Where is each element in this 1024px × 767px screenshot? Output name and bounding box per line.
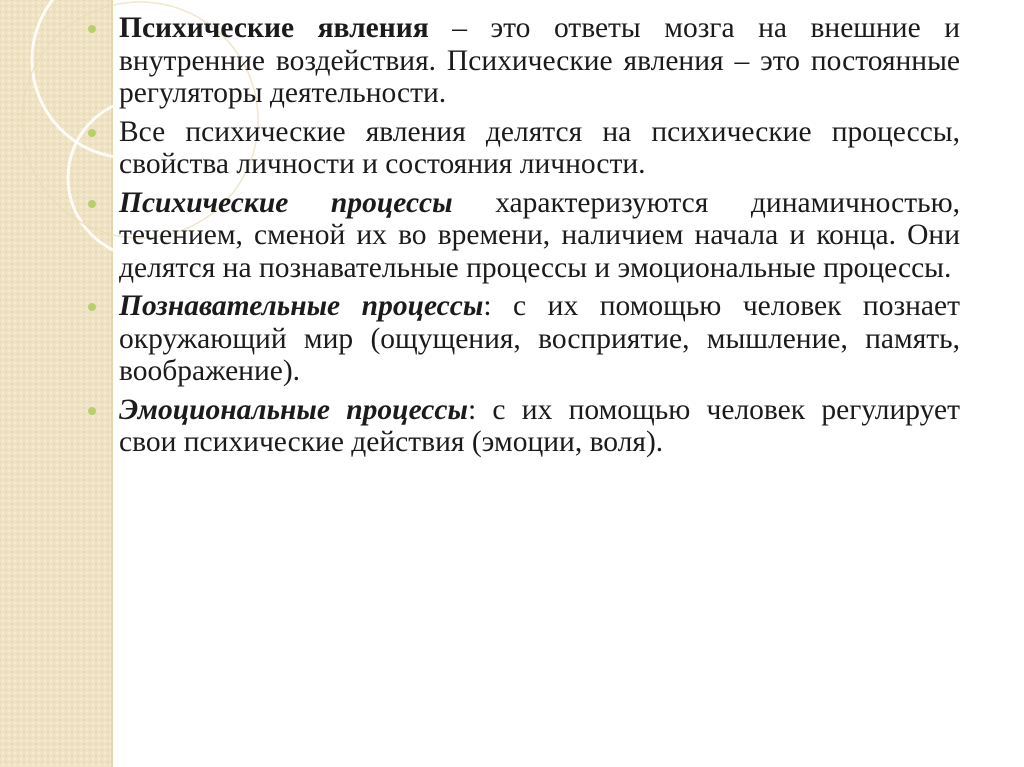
bullet-item: [88, 187, 960, 285]
bullet-item: [88, 290, 960, 388]
bullet-lead-term: Психические явления: [119, 12, 429, 44]
bullet-text: Все психические явления делятся на психические процессы, свойства личности и состояния личности.: [119, 115, 960, 180]
bullet-text: : с их помощью человек познает окружающий мир (ощущения, восприятие, мышление, память, воображение).: [119, 290, 960, 387]
bullet-dot-icon: [88, 407, 96, 415]
bullet-list: [88, 12, 960, 465]
bullet-lead-term: Психические процессы: [119, 186, 453, 219]
bullet-item: [88, 394, 960, 459]
bullet-item: [88, 12, 960, 110]
bullet-text: – это ответы мозга на внешние и внутренние воздействия. Психические явления – это постоянные регуляторы деятельности.: [119, 12, 960, 109]
bullet-lead-term: Познавательные процессы: [119, 290, 484, 322]
bullet-text: характеризуются динамичностью, течением, сменой их во времени, наличием начала и конца. Они делятся на познавательные процессы и эмоциональные процессы.: [119, 186, 960, 284]
bullet-dot-icon: [88, 200, 96, 208]
bullet-dot-icon: [88, 129, 96, 137]
bullet-dot-icon: [88, 25, 96, 33]
bullet-dot-icon: [88, 303, 96, 311]
bullet-item: [88, 116, 960, 181]
bullet-text: : с их помощью человек регулирует свои психические действия (эмоции, воля).: [119, 393, 960, 458]
bullet-lead-term: Эмоциональные процессы: [119, 393, 468, 426]
